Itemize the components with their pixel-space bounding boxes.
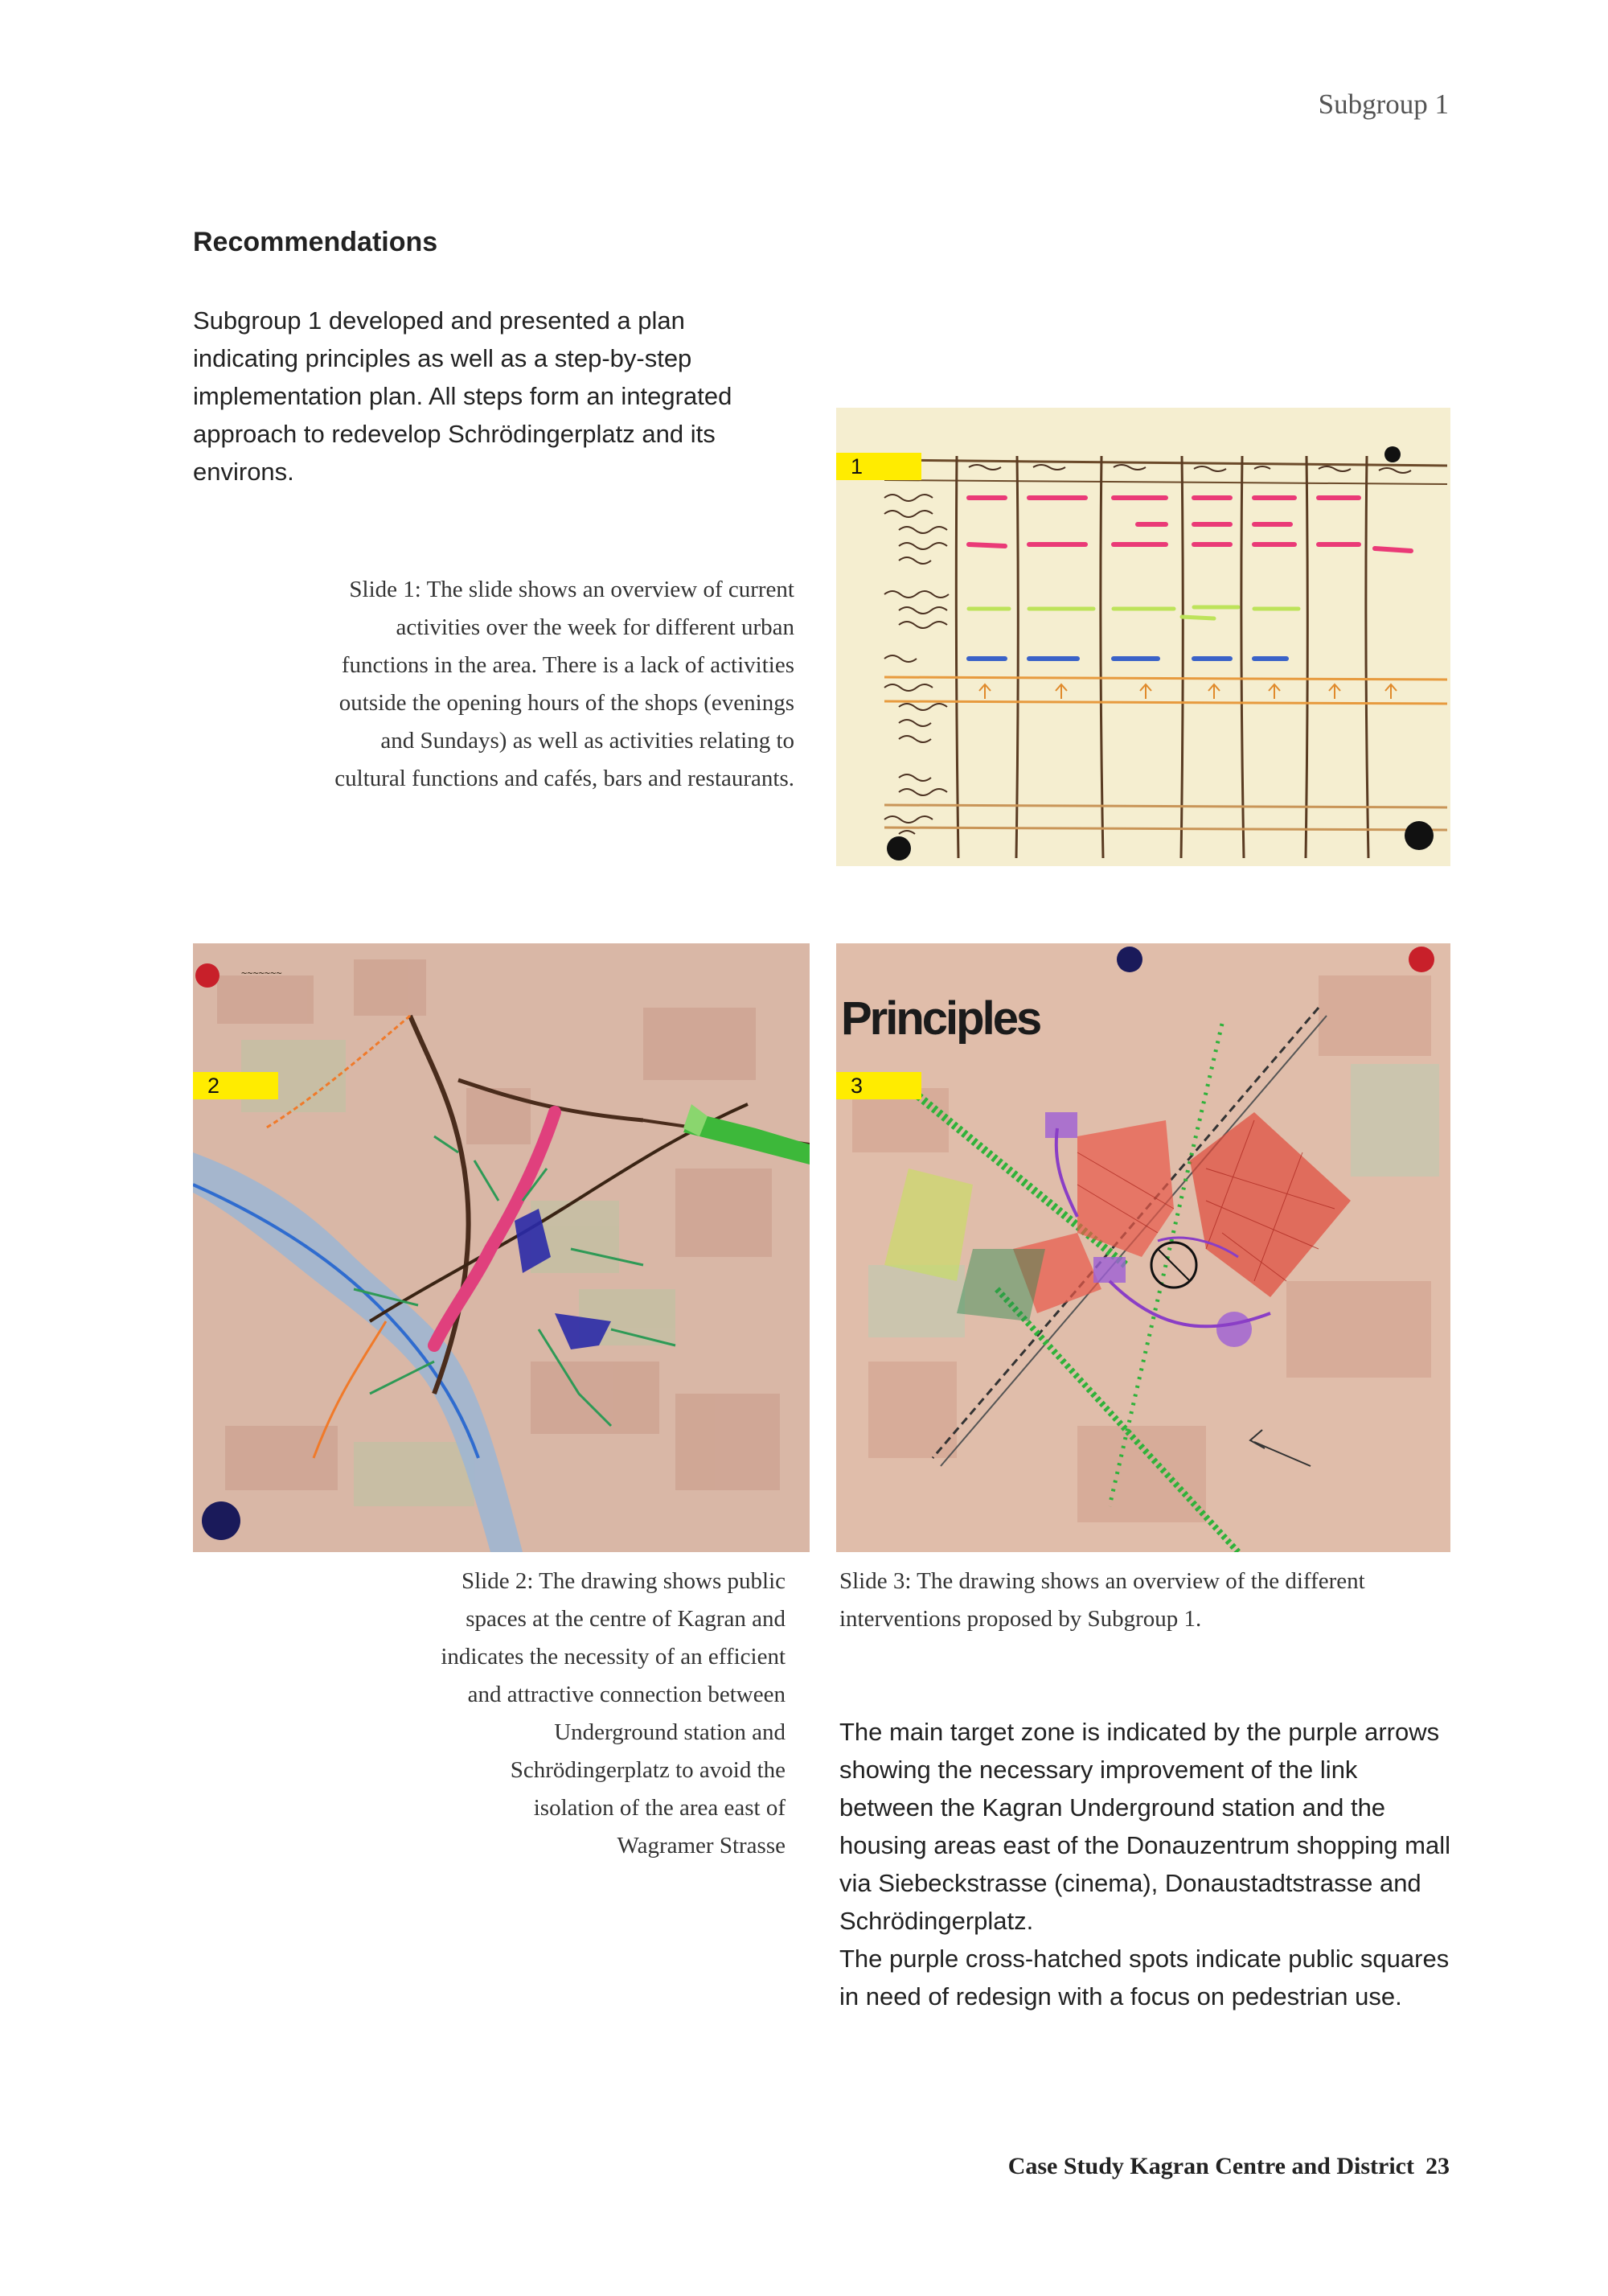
slide-2-image [193, 943, 810, 1552]
running-header: Subgroup 1 [1318, 88, 1449, 120]
target-zone-paragraph-2: The purple cross-hatched spots indicate public squares in need of redesign with a focus on pedestrian use. [839, 1945, 1450, 2011]
slide-1-image [836, 408, 1450, 866]
intro-paragraph: Subgroup 1 developed and presented a plan indicating principles as well as a step-by-step implementation plan. All steps form an integrated approach to redevelop Schrödingerplatz and its environs. [193, 306, 732, 486]
page-number: 23 [1425, 2153, 1450, 2179]
target-zone-text [839, 1713, 1450, 2015]
section-heading: Recommendations [193, 227, 438, 257]
slide-1-number-tag: 1 [836, 453, 921, 480]
slide-1-caption: Slide 1: The slide shows an overview of current activities over the week for different urban functions in the area. There is a lack of activities outside the opening hours of the shops (evenings and Sundays) as well as activities relating to cultural functions and cafés, bars and restaurants. [334, 577, 794, 791]
slide-3-image [836, 943, 1450, 1552]
slide-3-caption: Slide 3: The drawing shows an overview of the different interventions proposed by Subgroup 1. [839, 1568, 1365, 1632]
slide-3-number-tag: 3 [836, 1072, 921, 1099]
page-footer [1008, 2153, 1450, 2180]
slide-2-annotation: ~~~~~~~ [241, 967, 282, 979]
target-zone-paragraph-1: The main target zone is indicated by the purple arrows showing the necessary improvement of the link between the Kagran Underground station and the housing areas east of the Donauzentrum shopping mall via Siebeckstrasse (cinema), Donaustadtstrasse and Schrödingerplatz. [839, 1718, 1450, 1935]
slide-2-caption: Slide 2: The drawing shows public spaces at the centre of Kagran and indicates the necessity of an efficient and attractive connection between Underground station and Schrödingerplatz to avoid the isolation of the area east of Wagramer Strasse [441, 1568, 786, 1859]
footer-title: Case Study Kagran Centre and District [1007, 2153, 1414, 2179]
weekly-activity-sketch [836, 408, 1450, 866]
kagran-public-spaces-map [193, 943, 810, 1552]
slide-3-title: Principles [841, 992, 1040, 1045]
slide-2-number-tag: 2 [193, 1072, 278, 1099]
